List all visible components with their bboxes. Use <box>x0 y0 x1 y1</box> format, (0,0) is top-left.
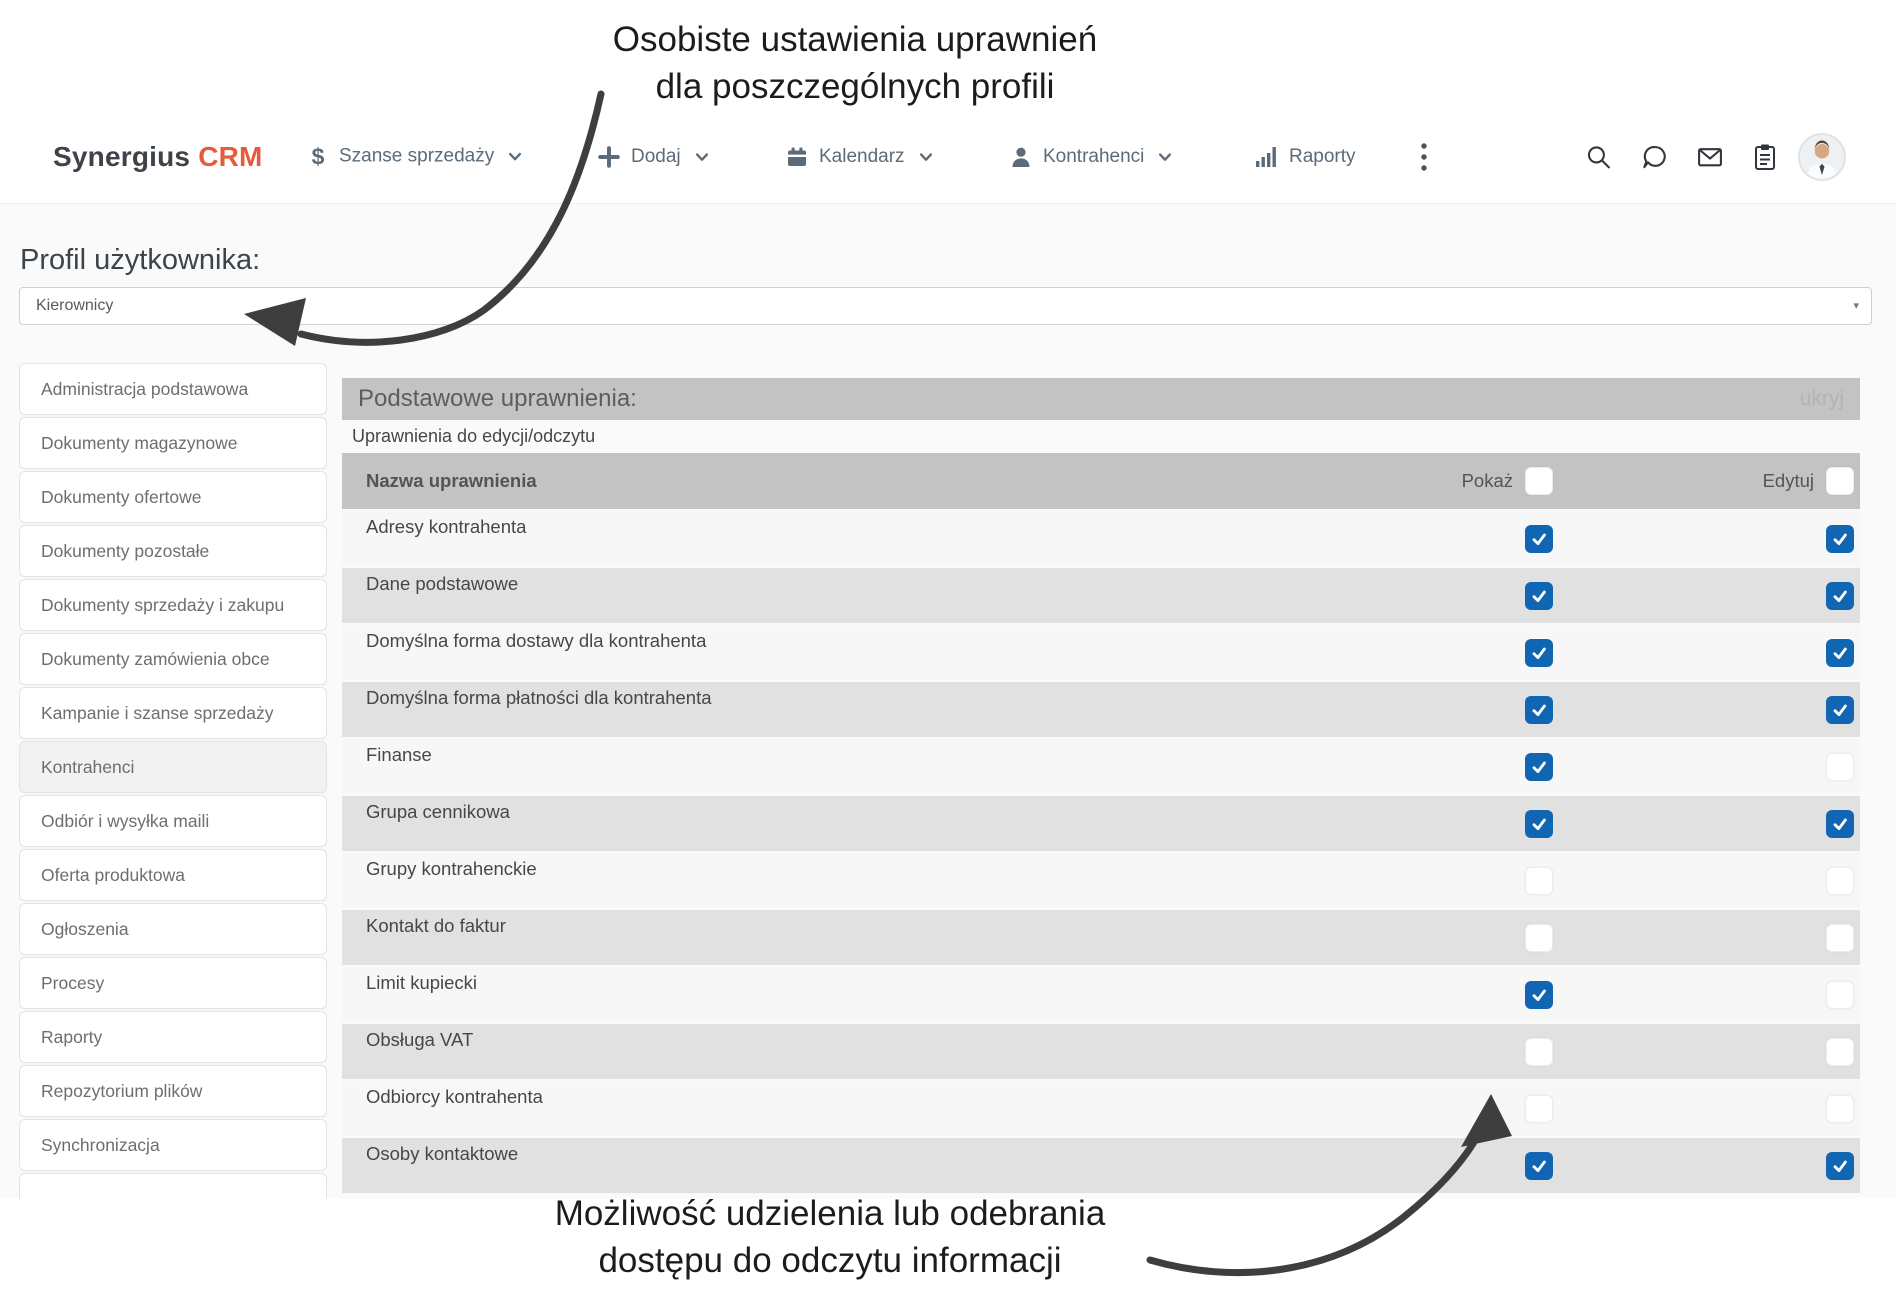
nav-item-dodaj[interactable] <box>598 146 712 168</box>
show-checkbox[interactable] <box>1525 1038 1553 1066</box>
permission-name: Grupa cennikowa <box>366 801 510 822</box>
show-checkbox[interactable] <box>1525 582 1553 610</box>
panel-subtitle: Uprawnienia do edycji/odczytu <box>352 426 596 446</box>
edit-checkbox[interactable] <box>1826 1095 1854 1123</box>
show-checkbox[interactable] <box>1525 1095 1553 1123</box>
permission-name: Odbiorcy kontrahenta <box>366 1086 543 1107</box>
permission-name: Osoby kontaktowe <box>366 1143 519 1164</box>
sidebar-item-raporty[interactable] <box>19 1011 327 1063</box>
permission-row <box>342 682 1860 739</box>
sidebar-item-label: Dokumenty magazynowe <box>41 433 238 453</box>
dollar-icon: $ <box>311 143 325 169</box>
top-navbar <box>0 110 1896 204</box>
show-checkbox[interactable] <box>1525 525 1553 553</box>
permission-name: Dane podstawowe <box>366 573 519 594</box>
sidebar-item-label: Repozytorium plików <box>41 1081 203 1101</box>
column-header-edit: Edytuj <box>1762 470 1814 491</box>
permission-name: Domyślna forma płatności dla kontrahenta <box>366 687 712 708</box>
permission-row <box>342 1138 1860 1195</box>
sidebar-item-dokumenty-zam-wienia-obce[interactable] <box>19 633 327 685</box>
bottom-annotation <box>330 1190 1330 1285</box>
permission-row <box>342 910 1860 967</box>
edit-checkbox[interactable] <box>1826 639 1854 667</box>
edit-checkbox[interactable] <box>1826 582 1854 610</box>
app-logo[interactable] <box>53 141 263 173</box>
sidebar-item-repozytorium-plik-w[interactable] <box>19 1065 327 1117</box>
nav-item-label: Szanse sprzedaży <box>339 145 495 167</box>
sidebar-item-label: Ogłoszenia <box>41 919 129 939</box>
chevron-down-icon <box>1155 152 1175 162</box>
nav-item-szanse-sprzeda-y[interactable] <box>308 143 525 170</box>
sidebar-item-dokumenty-ofertowe[interactable] <box>19 471 327 523</box>
chevron-down-icon <box>505 152 525 162</box>
sidebar-item-label: Kontrahenci <box>41 757 135 777</box>
sidebar-item-procesy[interactable] <box>19 957 327 1009</box>
edit-checkbox[interactable] <box>1826 696 1854 724</box>
sidebar-item-label: Odbiór i wysyłka maili <box>41 811 210 831</box>
kebab-menu-icon[interactable] <box>1420 142 1428 172</box>
nav-item-label: Raporty <box>1289 145 1356 167</box>
permissions-panel <box>342 378 1860 1195</box>
edit-checkbox[interactable] <box>1826 525 1854 553</box>
sidebar-item-label: Kampanie i szanse sprzedaży <box>41 703 274 723</box>
sidebar-item-label: Raporty <box>41 1027 103 1047</box>
edit-checkbox[interactable] <box>1826 924 1854 952</box>
permission-row <box>342 1024 1860 1081</box>
clipboard-icon[interactable] <box>1752 143 1778 171</box>
user-avatar[interactable] <box>1798 133 1846 181</box>
nav-item-label: Kalendarz <box>819 145 905 167</box>
permissions-table-header <box>342 453 1860 511</box>
permission-row <box>342 568 1860 625</box>
sidebar-item-label: Synchronizacja <box>41 1135 160 1155</box>
permission-name: Adresy kontrahenta <box>366 516 527 537</box>
sidebar-item-kampanie-i-szanse-sprzeda-y[interactable] <box>19 687 327 739</box>
edit-checkbox[interactable] <box>1826 981 1854 1009</box>
nav-item-kalendarz[interactable] <box>786 146 936 168</box>
top-annotation-line1: Osobiste ustawienia uprawnień <box>612 20 1098 59</box>
column-header-name: Nazwa uprawnienia <box>366 470 537 491</box>
permission-row <box>342 511 1860 568</box>
profile-select[interactable] <box>19 287 1872 325</box>
panel-title: Podstawowe uprawnienia: <box>358 385 637 412</box>
edit-all-checkbox[interactable] <box>1826 467 1854 495</box>
edit-checkbox[interactable] <box>1826 1152 1854 1180</box>
sidebar-item-synchronizacja[interactable] <box>19 1119 327 1171</box>
chat-icon[interactable] <box>1641 143 1668 170</box>
edit-checkbox[interactable] <box>1826 1038 1854 1066</box>
sidebar-item-partial[interactable] <box>19 1173 327 1199</box>
edit-checkbox[interactable] <box>1826 810 1854 838</box>
logo-text-primary: Synergius <box>53 140 191 172</box>
chevron-down-icon <box>916 152 936 162</box>
person-icon <box>1010 146 1032 168</box>
nav-item-label: Dodaj <box>631 145 681 167</box>
sidebar-item-label: Dokumenty sprzedaży i zakupu <box>41 595 285 615</box>
permission-row <box>342 739 1860 796</box>
sidebar-item-label: Dokumenty pozostałe <box>41 541 210 561</box>
hide-link[interactable]: ukryj <box>1799 387 1844 410</box>
permission-name: Grupy kontrahenckie <box>366 858 537 879</box>
show-checkbox[interactable] <box>1525 981 1553 1009</box>
plus-icon <box>598 146 620 168</box>
permission-name: Domyślna forma dostawy dla kontrahenta <box>366 630 707 651</box>
select-caret-icon: ▾ <box>1853 300 1859 312</box>
nav-item-label: Kontrahenci <box>1043 145 1145 167</box>
panel-header-bar <box>342 378 1860 420</box>
sidebar-item-og-oszenia[interactable] <box>19 903 327 955</box>
sidebar-item-label: Oferta produktowa <box>41 865 185 885</box>
permission-name: Finanse <box>366 744 432 765</box>
edit-checkbox[interactable] <box>1826 867 1854 895</box>
show-checkbox[interactable] <box>1525 924 1553 952</box>
sidebar-item-label: Dokumenty zamówienia obce <box>41 649 270 669</box>
edit-checkbox[interactable] <box>1826 753 1854 781</box>
sidebar-item-odbi-r-i-wysy-ka-maili[interactable] <box>19 795 327 847</box>
bottom-annotation-line2: dostępu do odczytu informacji <box>598 1241 1062 1281</box>
profile-heading: Profil użytkownika: <box>20 244 261 276</box>
column-header-show: Pokaż <box>1461 470 1513 491</box>
show-checkbox[interactable] <box>1525 753 1553 781</box>
top-annotation-line2: dla poszczególnych profili <box>655 67 1055 107</box>
profile-select-value: Kierownicy <box>36 297 114 314</box>
nav-item-raporty[interactable] <box>1255 146 1356 168</box>
sidebar-item-dokumenty-sprzeda-y-i-zakupu[interactable] <box>19 579 327 631</box>
logo-text-accent: CRM <box>198 140 263 172</box>
show-checkbox[interactable] <box>1525 696 1553 724</box>
search-icon[interactable] <box>1585 143 1612 170</box>
show-checkbox[interactable] <box>1525 867 1553 895</box>
sidebar-item-kontrahenci[interactable] <box>19 741 327 793</box>
permission-row <box>342 853 1860 910</box>
bar-chart-icon <box>1255 146 1278 168</box>
sidebar-item-label: Procesy <box>41 973 105 993</box>
sidebar-item-oferta-produktowa[interactable] <box>19 849 327 901</box>
permission-row <box>342 796 1860 853</box>
show-checkbox[interactable] <box>1525 639 1553 667</box>
calendar-icon <box>786 146 808 168</box>
top-annotation <box>355 16 1355 111</box>
permission-row <box>342 1081 1860 1138</box>
show-checkbox[interactable] <box>1525 810 1553 838</box>
permission-name: Obsługa VAT <box>366 1029 474 1050</box>
user-avatar-illustration <box>1800 135 1844 179</box>
chevron-down-icon <box>692 152 712 162</box>
sidebar-item-label: Dokumenty ofertowe <box>41 487 202 507</box>
nav-item-kontrahenci[interactable] <box>1010 146 1175 168</box>
bottom-annotation-line1: Możliwość udzielenia lub odebrania <box>554 1194 1106 1233</box>
category-sidebar <box>19 363 327 1199</box>
permission-row <box>342 625 1860 682</box>
permission-row <box>342 967 1860 1024</box>
sidebar-item-dokumenty-magazynowe[interactable] <box>19 417 327 469</box>
mail-icon[interactable] <box>1696 143 1724 170</box>
sidebar-item-administracja-podstawowa[interactable] <box>19 363 327 415</box>
sidebar-item-label: Administracja podstawowa <box>41 379 249 399</box>
permission-name: Kontakt do faktur <box>366 915 506 936</box>
permission-name: Limit kupiecki <box>366 972 478 993</box>
show-all-checkbox[interactable] <box>1525 467 1553 495</box>
sidebar-item-dokumenty-pozosta-e[interactable] <box>19 525 327 577</box>
show-checkbox[interactable] <box>1525 1152 1553 1180</box>
